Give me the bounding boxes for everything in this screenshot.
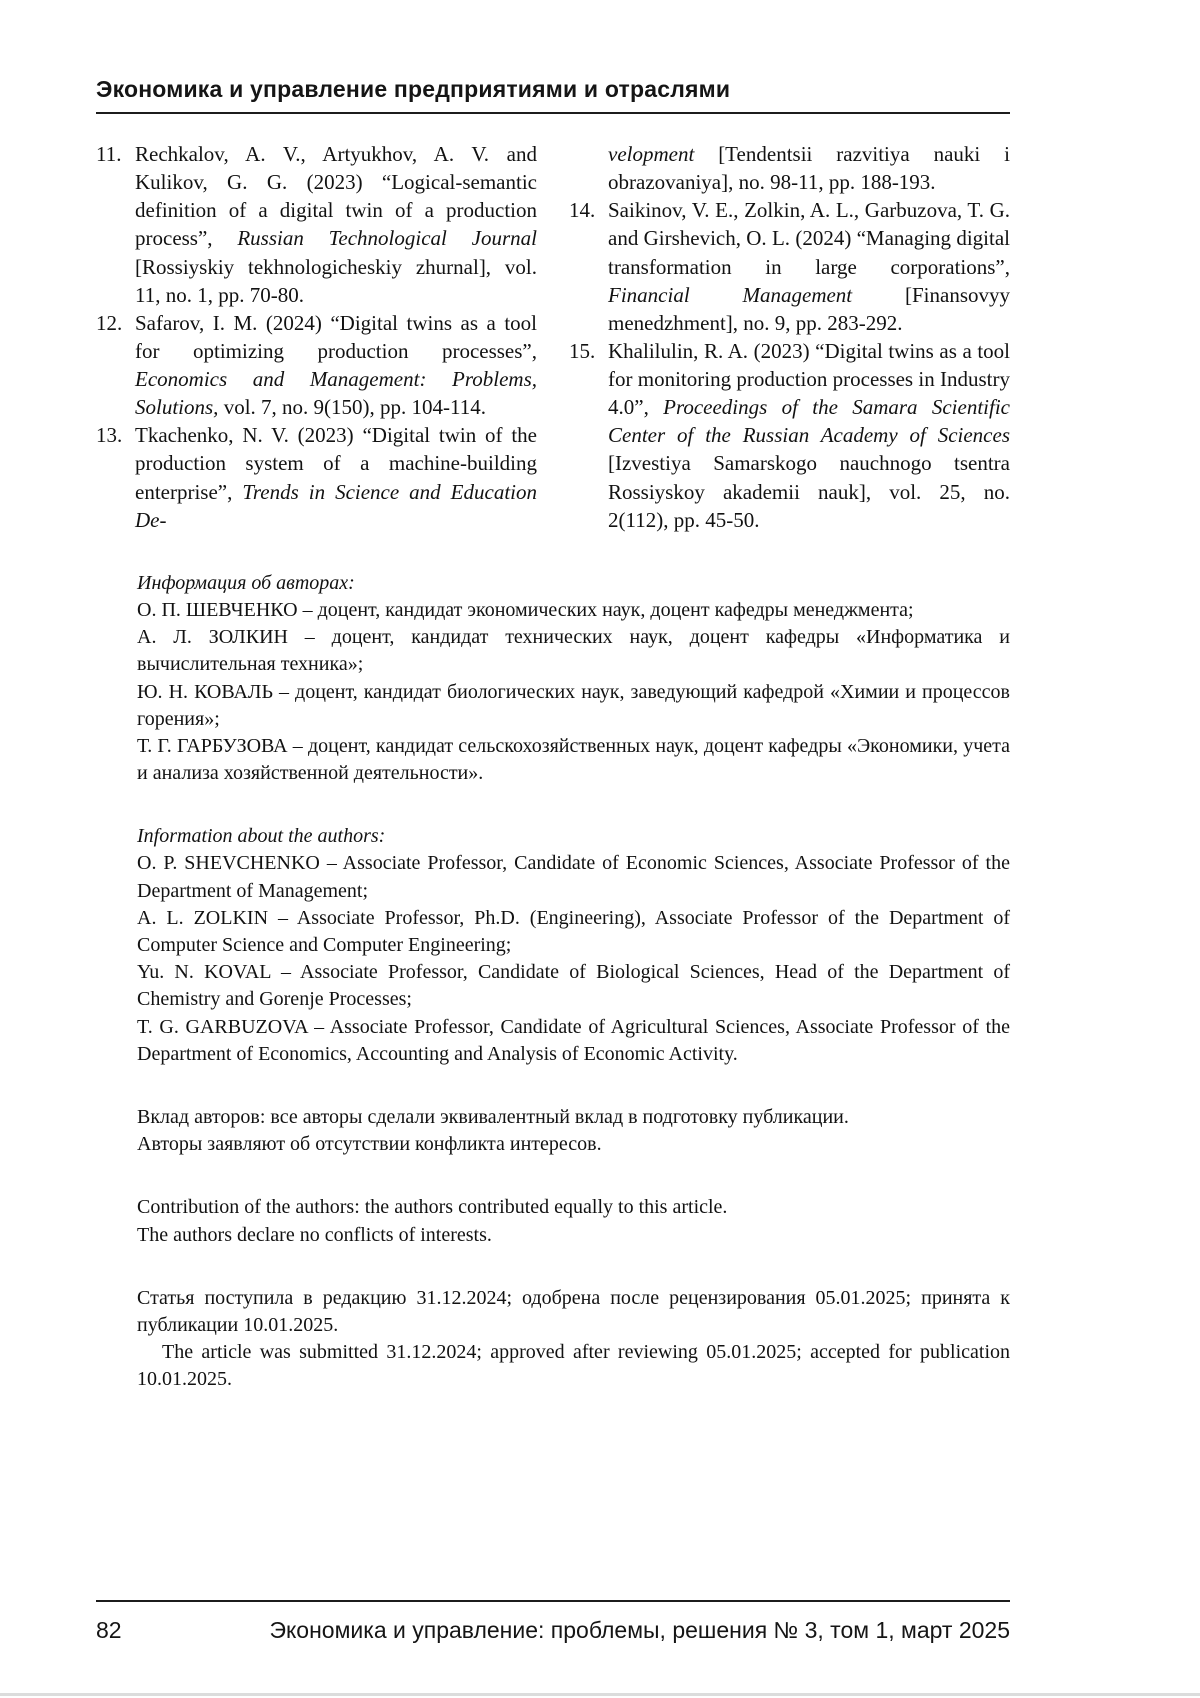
reference-source-title: Russian Technological Journal [237, 226, 537, 251]
reference-number: 14. [569, 198, 596, 223]
reference-number: 13. [96, 423, 123, 448]
author-entry-en: O. P. SHEVCHENKO – Associate Professor, Candidate of Economic Sciences, Associate Professor of the Department of Management; [137, 852, 1010, 902]
reference-number: 12. [96, 310, 123, 335]
running-head: Экономика и управление предприятиями и отраслями [96, 76, 731, 102]
author-entry-en: A. L. ZOLKIN – Associate Professor, Ph.D. (Engineering), Associate Professor of the Department of Computer Science and Computer Engineering; [137, 906, 1010, 956]
authors-info-ru-heading: Информация об авторах: [137, 571, 355, 594]
author-entry-en: Yu. N. KOVAL – Associate Professor, Candidate of Biological Sciences, Head of the Department of Chemistry and Gorenje Processes; [137, 961, 1010, 1011]
reference-source-title: Financial Management [608, 282, 853, 307]
reference-source-title: Trends in Science and Education De- [135, 479, 537, 532]
author-entry-ru: А. Л. ЗОЛКИН – доцент, кандидат технических наук, доцент кафедры «Информатика и вычислительная техника»; [137, 626, 1010, 676]
author-entry-en: T. G. GARBUZOVA – Associate Professor, Candidate of Agricultural Sciences, Associate Professor of the Department of Economics, Accounting and Analysis of Economic Activity. [137, 1015, 1010, 1065]
reference-number: 15. [569, 338, 596, 363]
reference-text: Tkachenko, N. V. (2023) “Digital twin of the production system of a machine-building enterprise”, [135, 423, 537, 504]
page-bottom-edge [0, 1693, 1200, 1696]
reference-text: Saikinov, V. E., Zolkin, A. L., Garbuzova, T. G. and Girshevich, O. L. (2024) “Managing digital transformation in large corporations”, [608, 198, 1010, 279]
reference-item-13-continuation [569, 140, 1010, 196]
article-dates [137, 1285, 1010, 1394]
author-entry-ru: О. П. ШЕВЧЕНКО – доцент, кандидат экономических наук, доцент кафедры менеджмента; [137, 598, 914, 621]
reference-text: [Tendentsii razvitiya nauki i obrazovaniya], no. 98-11, pp. 188-193. [608, 142, 1010, 195]
page-footer [96, 1600, 1010, 1644]
page-number: 82 [96, 1617, 122, 1643]
reference-text: vol. 7, no. 9(150), pp. 104-114. [218, 395, 486, 420]
reference-text: [Izvestiya Samarskogo nauchnogo tsentra Rossiyskoy akademii nauk], vol. 25, no. 2(112), pp. 45-50. [608, 451, 1010, 532]
author-entry-ru: Ю. Н. КОВАЛЬ – доцент, кандидат биологических наук, заведующий кафедрой «Химии и процессов горения»; [137, 680, 1010, 730]
reference-source-title: Proceedings of the Samara Scientific Center of the Russian Academy of Sciences [608, 395, 1010, 448]
footer-row [96, 1602, 1010, 1644]
reference-source-title: Economics and Management: Problems, Solutions, [135, 367, 537, 420]
conflict-en-line: The authors declare no conflicts of interests. [137, 1223, 492, 1246]
conflict-ru-line: Авторы заявляют об отсутствии конфликта интересов. [137, 1133, 602, 1156]
authors-info-en-heading: Information about the authors: [137, 825, 386, 848]
authors-info-ru [137, 570, 1010, 788]
header-rule [96, 112, 1010, 114]
reference-item-14 [569, 196, 1010, 337]
reference-text: [Rossiyskiy tekhnologicheskiy zhurnal], vol. 11, no. 1, pp. 70-80. [135, 254, 537, 307]
page-header [96, 76, 1010, 114]
reference-item-12 [96, 309, 537, 422]
author-entry-ru: Т. Г. ГАРБУЗОВА – доцент, кандидат сельскохозяйственных наук, доцент кафедры «Экономики, учета и анализа хозяйственной деятельности». [137, 734, 1010, 785]
reference-number: 11. [96, 142, 122, 166]
article-dates-ru: Статья поступила в редакцию 31.12.2024; одобрена после рецензирования 05.01.2025; принята к публикации 10.01.2025. [137, 1286, 1010, 1336]
references-column-left [96, 140, 537, 534]
reference-text: [Finansovyy menedzhment], no. 9, pp. 283-292. [608, 282, 1010, 335]
reference-text: Rechkalov, A. V., Artyukhov, A. V. and Kulikov, G. G. (2023) “Logical-semantic definition of a digital twin of a production process”, [135, 142, 537, 251]
reference-item-15 [569, 337, 1010, 534]
references-column-right [569, 140, 1010, 534]
reference-source-title: velopment [608, 142, 695, 166]
contribution-en [137, 1194, 1010, 1248]
references-section [96, 140, 1010, 534]
contribution-ru-line: Вклад авторов: все авторы сделали эквивалентный вклад в подготовку публикации. [137, 1105, 849, 1128]
reference-text: Safarov, I. M. (2024) “Digital twins as a tool for optimizing production processes”, [135, 310, 537, 363]
contribution-en-line: Contribution of the authors: the authors contributed equally to this article. [137, 1196, 728, 1219]
authors-info-en [137, 823, 1010, 1068]
reference-text: Khalilulin, R. A. (2023) “Digital twins as a tool for monitoring production processes in Industry 4.0”, [608, 338, 1010, 420]
contribution-ru [137, 1104, 1010, 1158]
article-dates-en: The article was submitted 31.12.2024; approved after reviewing 05.01.2025; accepted for publication 10.01.2025. [137, 1341, 1010, 1391]
journal-issue-line: Экономика и управление: проблемы, решения № 3, том 1, март 2025 [269, 1617, 1010, 1643]
reference-item-13 [96, 421, 537, 534]
reference-item-11 [96, 140, 537, 309]
